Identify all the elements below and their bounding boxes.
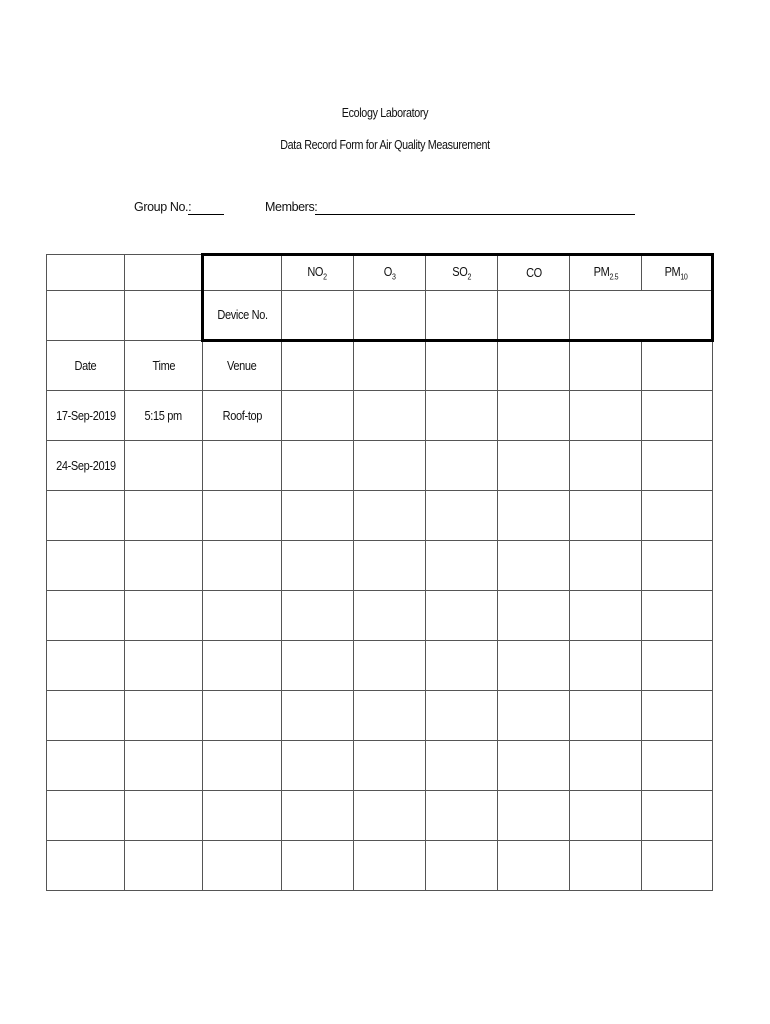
pollutant-subscript: 10 xyxy=(680,272,688,282)
data-cell[interactable] xyxy=(125,391,203,441)
data-cell[interactable] xyxy=(642,391,713,441)
data-cell[interactable] xyxy=(642,491,713,541)
pollutant-label xyxy=(384,265,396,282)
data-cell[interactable] xyxy=(282,541,354,591)
data-cell[interactable] xyxy=(498,541,570,591)
data-cell[interactable] xyxy=(203,841,282,891)
data-cell[interactable] xyxy=(47,741,125,791)
data-cell[interactable] xyxy=(642,641,713,691)
device-no-input[interactable] xyxy=(282,291,354,341)
pollutant-header xyxy=(426,255,498,291)
data-cell[interactable] xyxy=(125,641,203,691)
data-cell[interactable] xyxy=(498,741,570,791)
data-cell[interactable] xyxy=(570,441,642,491)
data-cell[interactable] xyxy=(203,491,282,541)
column-header xyxy=(125,341,203,391)
data-cell[interactable] xyxy=(282,791,354,841)
data-cell[interactable] xyxy=(203,541,282,591)
data-cell[interactable] xyxy=(125,441,203,491)
device-no-input[interactable] xyxy=(354,291,426,341)
data-cell[interactable] xyxy=(203,391,282,441)
pollutant-symbol: PM xyxy=(665,264,681,279)
data-cell[interactable] xyxy=(47,441,125,491)
table-row xyxy=(47,491,713,541)
table-row xyxy=(47,841,713,891)
data-cell[interactable] xyxy=(642,591,713,641)
data-cell[interactable] xyxy=(47,391,125,441)
data-cell[interactable] xyxy=(498,641,570,691)
data-cell[interactable] xyxy=(203,441,282,491)
blank-cell xyxy=(203,255,282,291)
data-cell[interactable] xyxy=(282,841,354,891)
data-cell[interactable] xyxy=(282,441,354,491)
column-header-label: Venue xyxy=(227,359,257,373)
data-cell[interactable] xyxy=(570,841,642,891)
data-cell[interactable] xyxy=(354,741,426,791)
data-value: 5:15 pm xyxy=(144,408,183,423)
data-cell[interactable] xyxy=(47,541,125,591)
data-cell[interactable] xyxy=(47,591,125,641)
data-cell[interactable] xyxy=(498,391,570,441)
data-cell[interactable] xyxy=(125,741,203,791)
data-value: 24-Sep-2019 xyxy=(55,458,116,473)
data-cell[interactable] xyxy=(47,691,125,741)
data-cell[interactable] xyxy=(642,441,713,491)
data-cell[interactable] xyxy=(642,691,713,741)
pollutant-symbol: PM xyxy=(593,264,610,279)
table-row xyxy=(47,591,713,641)
data-cell[interactable] xyxy=(426,491,498,541)
data-cell[interactable] xyxy=(354,841,426,891)
members-field[interactable] xyxy=(315,214,635,215)
data-cell[interactable] xyxy=(354,391,426,441)
pollutant-subscript: 2 xyxy=(467,272,471,282)
data-cell[interactable] xyxy=(426,441,498,491)
data-cell[interactable] xyxy=(125,691,203,741)
data-cell[interactable] xyxy=(354,791,426,841)
data-record-table xyxy=(46,253,714,891)
data-cell[interactable] xyxy=(642,741,713,791)
data-cell[interactable] xyxy=(282,491,354,541)
empty-cell[interactable] xyxy=(570,341,642,391)
data-cell[interactable] xyxy=(125,541,203,591)
pollutant-header xyxy=(498,255,570,291)
data-value: Roof-top xyxy=(222,408,262,423)
data-cell[interactable] xyxy=(282,691,354,741)
pollutant-header xyxy=(570,255,642,291)
pollutant-symbol: O xyxy=(383,264,392,279)
pollutant-label xyxy=(308,265,327,282)
table-row xyxy=(47,741,713,791)
blank-cell xyxy=(47,291,125,341)
lab-title: Ecology Laboratory xyxy=(341,106,429,120)
table-row xyxy=(47,691,713,741)
data-cell[interactable] xyxy=(570,491,642,541)
data-cell[interactable] xyxy=(354,641,426,691)
pollutant-header xyxy=(354,255,426,291)
data-cell[interactable] xyxy=(426,591,498,641)
data-cell[interactable] xyxy=(426,741,498,791)
pollutant-label xyxy=(665,265,688,282)
device-no-label: Device No. xyxy=(217,308,268,322)
data-cell[interactable] xyxy=(203,691,282,741)
empty-cell[interactable] xyxy=(282,341,354,391)
data-cell[interactable] xyxy=(203,741,282,791)
data-cell[interactable] xyxy=(125,791,203,841)
data-cell[interactable] xyxy=(426,691,498,741)
empty-cell[interactable] xyxy=(426,341,498,391)
data-cell[interactable] xyxy=(642,791,713,841)
blank-cell xyxy=(125,255,203,291)
table-row xyxy=(47,441,713,491)
table-row xyxy=(47,541,713,591)
pollutant-subscript: 3 xyxy=(391,272,396,282)
data-cell[interactable] xyxy=(426,841,498,891)
data-value: 17-Sep-2019 xyxy=(55,408,116,423)
data-cell[interactable] xyxy=(354,541,426,591)
data-cell[interactable] xyxy=(203,791,282,841)
data-cell[interactable] xyxy=(498,691,570,741)
pollutant-subscript: 2 xyxy=(323,272,328,282)
empty-cell[interactable] xyxy=(498,341,570,391)
data-cell[interactable] xyxy=(426,391,498,441)
device-no-input[interactable] xyxy=(498,291,570,341)
data-cell[interactable] xyxy=(426,641,498,691)
data-cell[interactable] xyxy=(498,791,570,841)
data-cell[interactable] xyxy=(570,541,642,591)
data-cell[interactable] xyxy=(498,591,570,641)
data-cell[interactable] xyxy=(570,391,642,441)
form-title: Data Record Form for Air Quality Measurement xyxy=(280,138,490,152)
column-header-label: Date xyxy=(74,358,97,373)
group-no-label: Group No.: xyxy=(134,200,192,214)
data-cell[interactable] xyxy=(47,491,125,541)
pollutant-symbol: SO xyxy=(452,264,468,279)
data-cell[interactable] xyxy=(498,441,570,491)
pollutant-header xyxy=(282,255,354,291)
table-row xyxy=(47,791,713,841)
data-cell[interactable] xyxy=(642,541,713,591)
members-label: Members: xyxy=(265,200,318,214)
table-row xyxy=(47,391,713,441)
column-header xyxy=(47,341,125,391)
data-cell[interactable] xyxy=(570,641,642,691)
data-cell[interactable] xyxy=(47,791,125,841)
data-cell[interactable] xyxy=(354,491,426,541)
empty-cell[interactable] xyxy=(354,341,426,391)
data-cell[interactable] xyxy=(570,741,642,791)
pollutant-label xyxy=(526,266,542,280)
column-header-label: Time xyxy=(152,358,175,373)
pollutant-symbol: CO xyxy=(525,266,542,280)
device-label-cell xyxy=(203,291,282,341)
pollutant-label xyxy=(593,265,618,282)
data-cell[interactable] xyxy=(570,691,642,741)
table-row xyxy=(47,641,713,691)
data-cell[interactable] xyxy=(125,841,203,891)
data-cell[interactable] xyxy=(282,391,354,441)
data-cell[interactable] xyxy=(354,591,426,641)
data-cell[interactable] xyxy=(125,491,203,541)
empty-cell[interactable] xyxy=(642,341,713,391)
data-cell[interactable] xyxy=(282,591,354,641)
data-cell[interactable] xyxy=(47,841,125,891)
pollutant-label xyxy=(452,265,471,282)
data-cell[interactable] xyxy=(354,691,426,741)
data-cell[interactable] xyxy=(426,791,498,841)
device-no-input[interactable] xyxy=(426,291,498,341)
data-cell[interactable] xyxy=(570,791,642,841)
group-no-field[interactable] xyxy=(188,214,224,215)
pollutant-symbol: NO xyxy=(307,264,324,279)
column-header xyxy=(203,341,282,391)
pollutant-subscript: 2.5 xyxy=(609,272,618,282)
blank-cell xyxy=(47,255,125,291)
blank-cell xyxy=(125,291,203,341)
device-no-input[interactable] xyxy=(570,291,713,341)
pollutant-header xyxy=(642,255,713,291)
data-cell[interactable] xyxy=(282,741,354,791)
data-cell[interactable] xyxy=(282,641,354,691)
data-cell[interactable] xyxy=(125,591,203,641)
data-cell[interactable] xyxy=(498,841,570,891)
data-cell[interactable] xyxy=(203,591,282,641)
data-cell[interactable] xyxy=(47,641,125,691)
data-cell[interactable] xyxy=(642,841,713,891)
data-cell[interactable] xyxy=(354,441,426,491)
data-cell[interactable] xyxy=(498,491,570,541)
data-cell[interactable] xyxy=(570,591,642,641)
data-cell[interactable] xyxy=(426,541,498,591)
data-cell[interactable] xyxy=(203,641,282,691)
